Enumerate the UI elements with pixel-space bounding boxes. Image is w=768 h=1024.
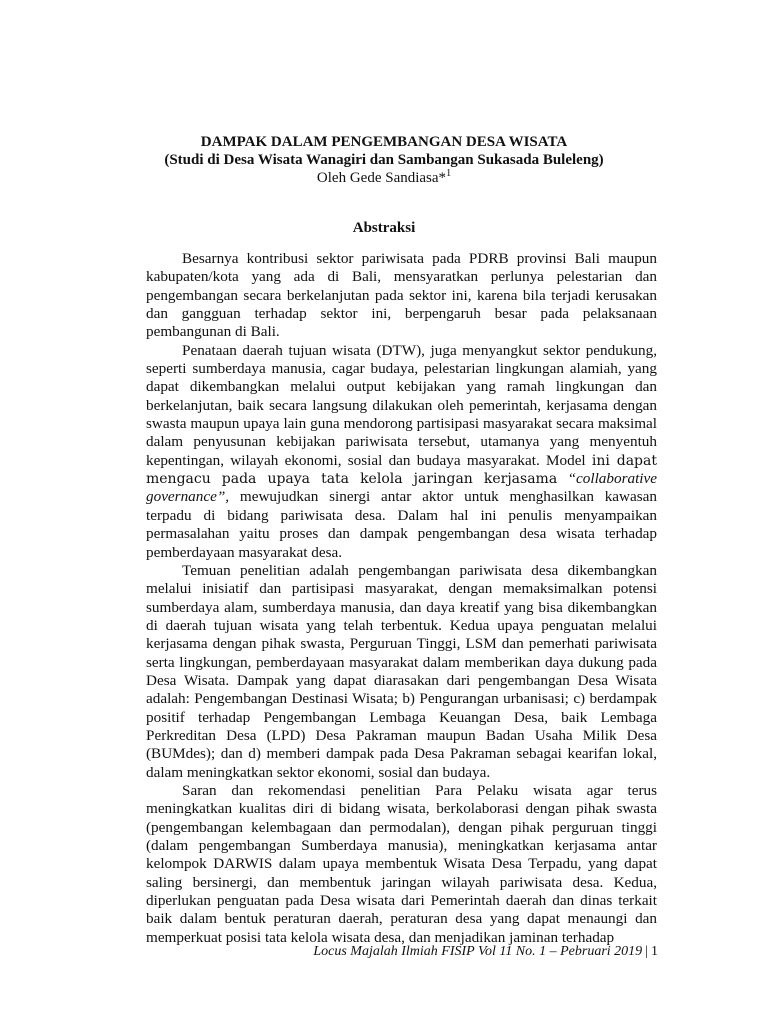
- article-subtitle: (Studi di Desa Wisata Wanagiri dan Sambangan Sukasada Buleleng): [164, 152, 604, 168]
- journal-citation: Locus Majalah Ilmiah FISIP Vol 11 No. 1 – Pebruari 2019: [313, 944, 643, 959]
- abstract-paragraph-4: Saran dan rekomendasi penelitian Para Pelaku wisata agar terus meningkatkan kualitas diri di bidang wisata, berkolaborasi dengan pihak swasta (pengembangan kelembagaan dan permodalan), dengan pihak perguruan tinggi (dalam pengembangan Sumberdaya manusia), meningkatkan kerjasama antar kelompok DARWIS dalam upaya membentuk Wisata Desa Terpadu, yang dapat saling bersinergi, dan membentuk jaringan wilayah pariwisata desa. Kedua, diperlukan penguatan pada Desa wisata dari Pemerintah daerah dan dinas terkait baik dalam bentuk peraturan daerah, peraturan desa yang dapat menaungi dan memperkuat posisi tata kelola wisata desa, dan menjadikan jaminan terhadap: [146, 781, 657, 946]
- page-number: 1: [651, 944, 658, 959]
- author-footnote-marker: 1: [446, 168, 452, 179]
- paragraph-2-text-b: ini dapat mengacu pada upaya tata kelola jaringan kerjasama: [146, 452, 657, 488]
- author-line: [0, 169, 768, 187]
- footer-separator: |: [645, 944, 648, 959]
- page-footer: [313, 944, 658, 960]
- abstract-paragraph-2: [146, 342, 657, 562]
- paragraph-2-text-d: , mewujudkan sinergi antar aktor untuk menghasilkan kawasan terpadu di bidang pariwisata desa. Dalam hal ini penulis menyampaikan permasalahan yaitu proses dan dampak pengembangan desa wisata terhadap pemberdayaan masyarakat desa.: [146, 488, 657, 561]
- abstract-heading: Abstraksi: [352, 220, 416, 236]
- article-header: [0, 133, 768, 187]
- collaborative-governance-term: “collaborative governance”: [146, 470, 658, 506]
- abstract-paragraph-1: Besarnya kontribusi sektor pariwisata pada PDRB provinsi Bali maupun kabupaten/kota yang ada di Bali, mensyaratkan perlunya pelestarian dan pengembangan secara berkelanjutan pada sektor ini, karena bila terjadi kerusakan dan gangguan terhadap sektor ini, berpengaruh besar pada pelaksanaan pembangunan di Bali.: [146, 250, 657, 341]
- abstract-body: [146, 250, 657, 947]
- paragraph-2-text-a: Penataan daerah tujuan wisata (DTW), juga menyangkut sektor pendukung, seperti sumberdaya manusia, cagar budaya, pelestarian lingkungan alamiah, yang dapat dikembangkan melalui output kebijakan yang ramah lingkungan dan berkelanjutan, baik secara langsung dilakukan oleh pemerintah, kerjasama dengan swasta maupun upaya lain guna mendorong partisipasi masyarakat secara maksimal dalam penyusunan kebijakan pariwisata tersebut, utamanya yang menyentuh kepentingan, wilayah ekonomi, sosial dan budaya masyarakat. Model: [146, 341, 657, 469]
- author-name: Oleh Gede Sandiasa*: [316, 170, 447, 186]
- article-title: DAMPAK DALAM PENGEMBANGAN DESA WISATA: [200, 134, 568, 150]
- abstract-paragraph-3: Temuan penelitian adalah pengembangan pariwisata desa dikembangkan melalui inisiatif dan partisipasi masyarakat, dengan memaksimalkan potensi sumberdaya alam, sumberdaya manusia, dan daya kreatif yang bisa dikembangkan di daerah tujuan wisata yang telah terbentuk. Kedua upaya penguatan melalui kerjasama dengan pihak swasta, Perguruan Tinggi, LSM dan pemerhati pariwisata serta lingkungan, pemberdayaan masyarakat dalam memberikan daya dukung pada Desa Wisata. Dampak yang dapat diarasakan dari pengembangan Desa Wisata adalah: Pengembangan Destinasi Wisata; b) Pengurangan urbanisasi; c) berdampak positif terhadap Pengembangan Lembaga Keuangan Desa, baik Lembaga Perkreditan Desa (LPD) Desa Pakraman maupun Badan Usaha Milik Desa (BUMdes); dan d) memberi dampak pada Desa Pakraman sebagai kearifan lokal, dalam meningkatkan sektor ekonomi, sosial dan budaya.: [146, 561, 657, 781]
